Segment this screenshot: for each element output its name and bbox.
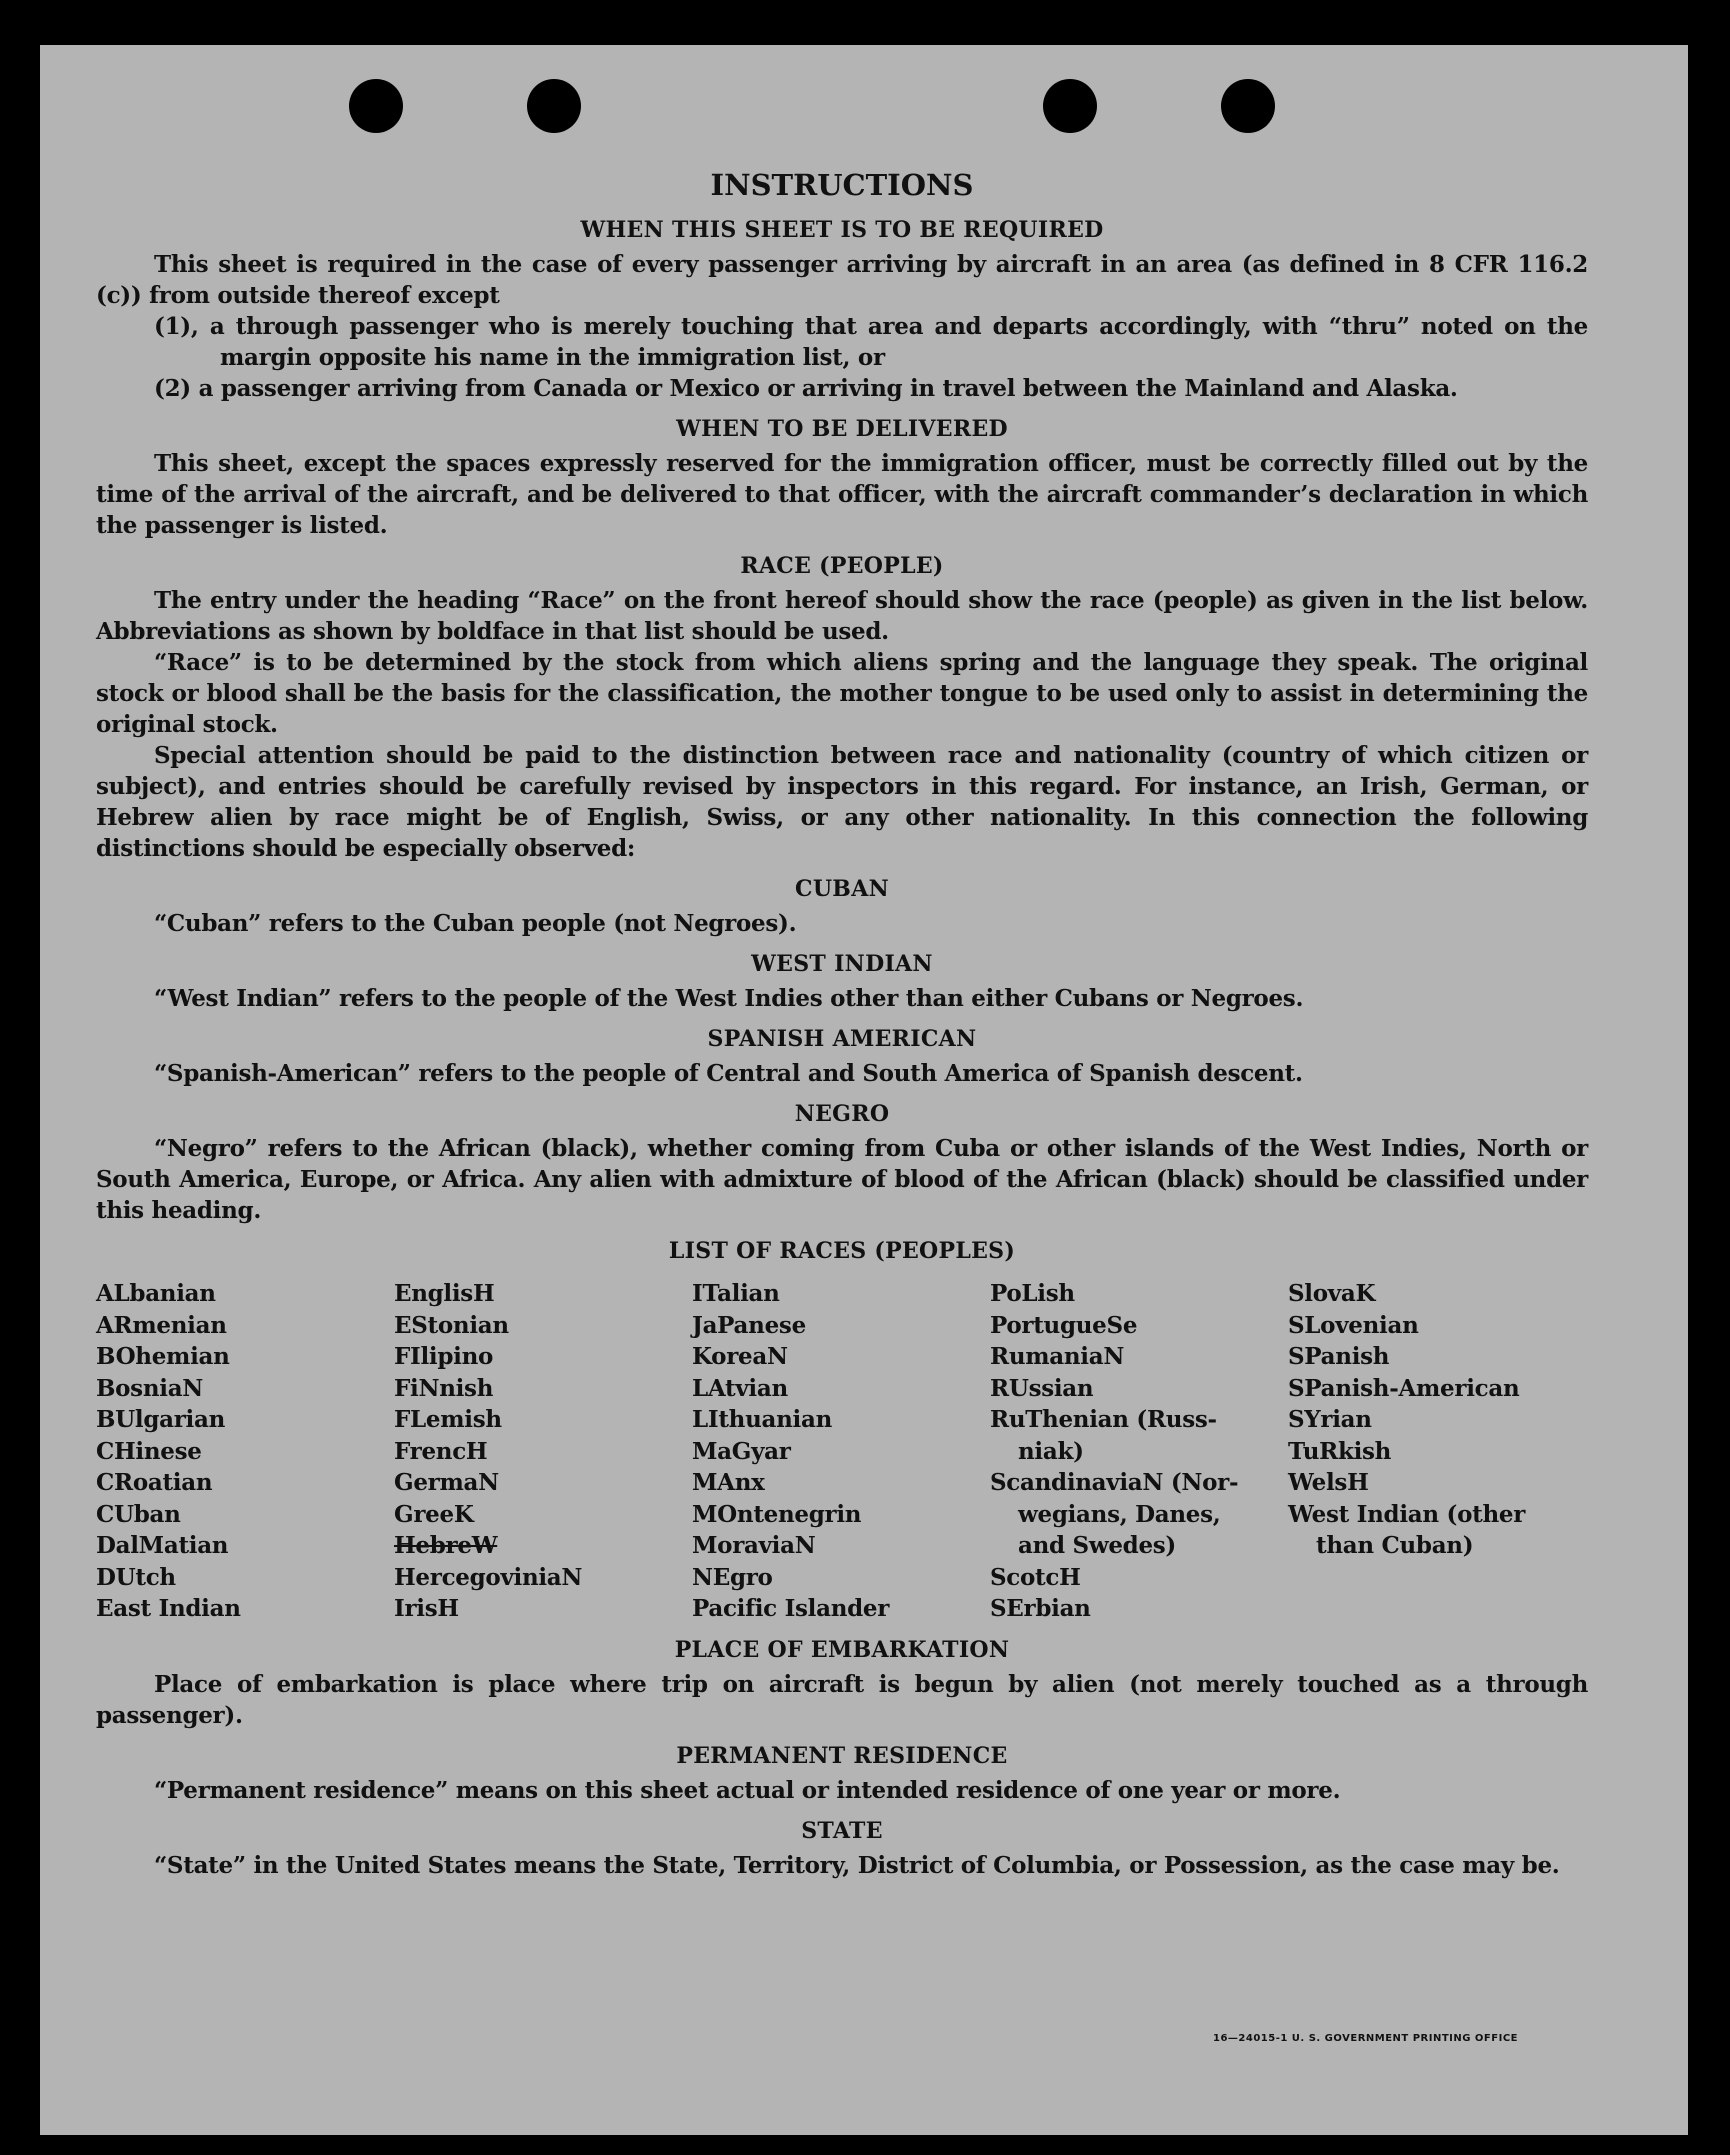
race-item: Pacific Islander (692, 1595, 890, 1622)
race-item: IrisH (394, 1595, 459, 1622)
race-item: BUlgarian (96, 1406, 225, 1433)
race-item: West Indian (other (1288, 1500, 1526, 1528)
section-heading-embarkation: PLACE OF EMBARKATION (674, 1636, 1010, 1663)
race-item: GreeK (394, 1500, 474, 1528)
punch-hole (349, 79, 403, 133)
section-heading-residence: PERMANENT RESIDENCE (676, 1742, 1008, 1769)
race-item-continued: niak) (1018, 1437, 1084, 1465)
race-item: WelsH (1288, 1469, 1369, 1496)
race-item: ITalian (692, 1280, 780, 1307)
race-item: SErbian (990, 1595, 1091, 1622)
west-indian-text: “West Indian” refers to the people of the West Indies other than either Cubans or Negroes. (154, 985, 1304, 1012)
page-title: INSTRUCTIONS (710, 168, 974, 202)
race-item: ARmenian (96, 1311, 227, 1339)
required-item-1: (1), a through passenger who is merely touching that area and departs accordingly, with “thru” noted on the margin opposite his name in the immigration list, or (154, 313, 1588, 371)
races-column-1 (96, 1278, 394, 1625)
race-item-continued: wegians, Danes, (1018, 1500, 1221, 1528)
document-page (40, 45, 1688, 2135)
race-item: FIlipino (394, 1343, 494, 1370)
race-item: ALbanian (96, 1280, 216, 1307)
punch-hole (1043, 79, 1097, 133)
races-column-5 (1288, 1278, 1586, 1625)
printer-imprint: 16—24015-1 U. S. GOVERNMENT PRINTING OFFICE (1213, 2033, 1518, 2044)
race-item: PoLish (990, 1280, 1075, 1307)
cuban-text: “Cuban” refers to the Cuban people (not Negroes). (154, 910, 797, 937)
race-item: SLovenian (1288, 1311, 1419, 1339)
race-item: SPanish-American (1288, 1374, 1520, 1402)
race-paragraph-1: The entry under the heading “Race” on the front hereof should show the race (people) as given in the list below. Abbreviations as shown by boldface in that list should be used. (96, 587, 1588, 645)
race-item: SYrian (1288, 1406, 1372, 1433)
race-item: LAtvian (692, 1374, 788, 1402)
race-item-continued: and Swedes) (1018, 1532, 1177, 1559)
race-item: DUtch (96, 1563, 176, 1591)
race-item: RUssian (990, 1374, 1094, 1402)
race-item: JaPanese (692, 1311, 806, 1339)
punch-hole (1221, 79, 1275, 133)
race-item: PortugueSe (990, 1311, 1138, 1339)
race-item: East Indian (96, 1595, 241, 1622)
spanish-american-text: “Spanish-American” refers to the people of Central and South America of Spanish descent. (154, 1060, 1303, 1087)
section-heading-delivered: WHEN TO BE DELIVERED (676, 416, 1008, 442)
race-item: KoreaN (692, 1343, 788, 1370)
state-text: “State” in the United States means the State, Territory, District of Columbia, or Possession, as the case may be. (154, 1851, 1560, 1879)
race-item: ScandinaviaN (Nor- (990, 1469, 1239, 1496)
section-heading-negro: NEGRO (794, 1101, 890, 1127)
delivered-text: This sheet, except the spaces expressly reserved for the immigration officer, must be correctly filled out by the time of the arrival of the aircraft, and be delivered to that officer, with the aircraft commander’s declaration in which the passenger is listed. (96, 450, 1588, 539)
race-item: RuThenian (Russ- (990, 1406, 1217, 1433)
race-item: HercegoviniaN (394, 1563, 583, 1591)
section-heading-cuban: CUBAN (795, 876, 889, 902)
race-item: MoraviaN (692, 1532, 816, 1559)
race-item-struck: HebreW (394, 1532, 498, 1559)
race-item-continued: than Cuban) (1316, 1532, 1474, 1559)
punch-hole (527, 79, 581, 133)
race-item: EStonian (394, 1311, 509, 1339)
residence-text: “Permanent residence” means on this sheet actual or intended residence of one year or more. (154, 1776, 1341, 1804)
race-item: NEgro (692, 1563, 773, 1591)
race-item: BOhemian (96, 1343, 230, 1370)
race-item: SPanish (1288, 1343, 1390, 1370)
embarkation-text: Place of embarkation is place where trip on aircraft is begun by alien (not merely touched as a through passenger). (96, 1670, 1588, 1729)
section-heading-required: WHEN THIS SHEET IS TO BE REQUIRED (580, 217, 1104, 243)
race-item: CRoatian (96, 1469, 213, 1496)
race-item: TuRkish (1288, 1437, 1392, 1465)
race-item: EnglisH (394, 1280, 495, 1307)
races-column-3 (692, 1278, 990, 1625)
section-heading-west-indian: WEST INDIAN (751, 951, 933, 977)
race-paragraph-3: Special attention should be paid to the distinction between race and nationality (country of which citizen or subject), and entries should be carefully revised by inspectors in this regard. For instance, an Irish, German, or Hebrew alien by race might be of English, Swiss, or any other nationality. In this connection the following distinctions should be especially observed: (96, 742, 1588, 862)
races-list (96, 1278, 1588, 1625)
race-item: MOntenegrin (692, 1500, 862, 1528)
race-item: GermaN (394, 1469, 499, 1496)
race-item: LIthuanian (692, 1406, 832, 1433)
race-item: BosniaN (96, 1374, 204, 1402)
race-item: MaGyar (692, 1437, 791, 1465)
race-item: FLemish (394, 1406, 502, 1433)
negro-text: “Negro” refers to the African (black), whether coming from Cuba or other islands of the West Indies, North or South America, Europe, or Africa. Any alien with admixture of blood of the African (black) should be classified under this heading. (96, 1135, 1588, 1224)
races-column-4 (990, 1278, 1288, 1625)
section-heading-races-list: LIST OF RACES (PEOPLES) (668, 1238, 1016, 1264)
race-item: CUban (96, 1500, 181, 1528)
race-item: FiNnish (394, 1374, 494, 1402)
instructions-content (96, 165, 1588, 1881)
race-paragraph-2: “Race” is to be determined by the stock from which aliens spring and the language they speak. The original stock or blood shall be the basis for the classification, the mother tongue to be used only to assist in determining the original stock. (96, 649, 1588, 738)
race-item: RumaniaN (990, 1343, 1125, 1370)
race-item: MAnx (692, 1469, 765, 1496)
section-heading-state: STATE (801, 1817, 883, 1844)
race-item: FrencH (394, 1437, 488, 1465)
section-heading-race: RACE (PEOPLE) (740, 553, 944, 579)
race-item: ScotcH (990, 1563, 1081, 1591)
race-item: SlovaK (1288, 1280, 1376, 1307)
race-item: CHinese (96, 1437, 202, 1465)
race-item: DalMatian (96, 1532, 229, 1559)
races-column-2 (394, 1278, 692, 1625)
required-intro: This sheet is required in the case of every passenger arriving by aircraft in an area (as defined in 8 CFR 116.2 (c)) from outside thereof except (96, 251, 1588, 309)
required-item-2: (2) a passenger arriving from Canada or Mexico or arriving in travel between the Mainland and Alaska. (154, 375, 1458, 402)
section-heading-spanish-american: SPANISH AMERICAN (707, 1026, 977, 1052)
